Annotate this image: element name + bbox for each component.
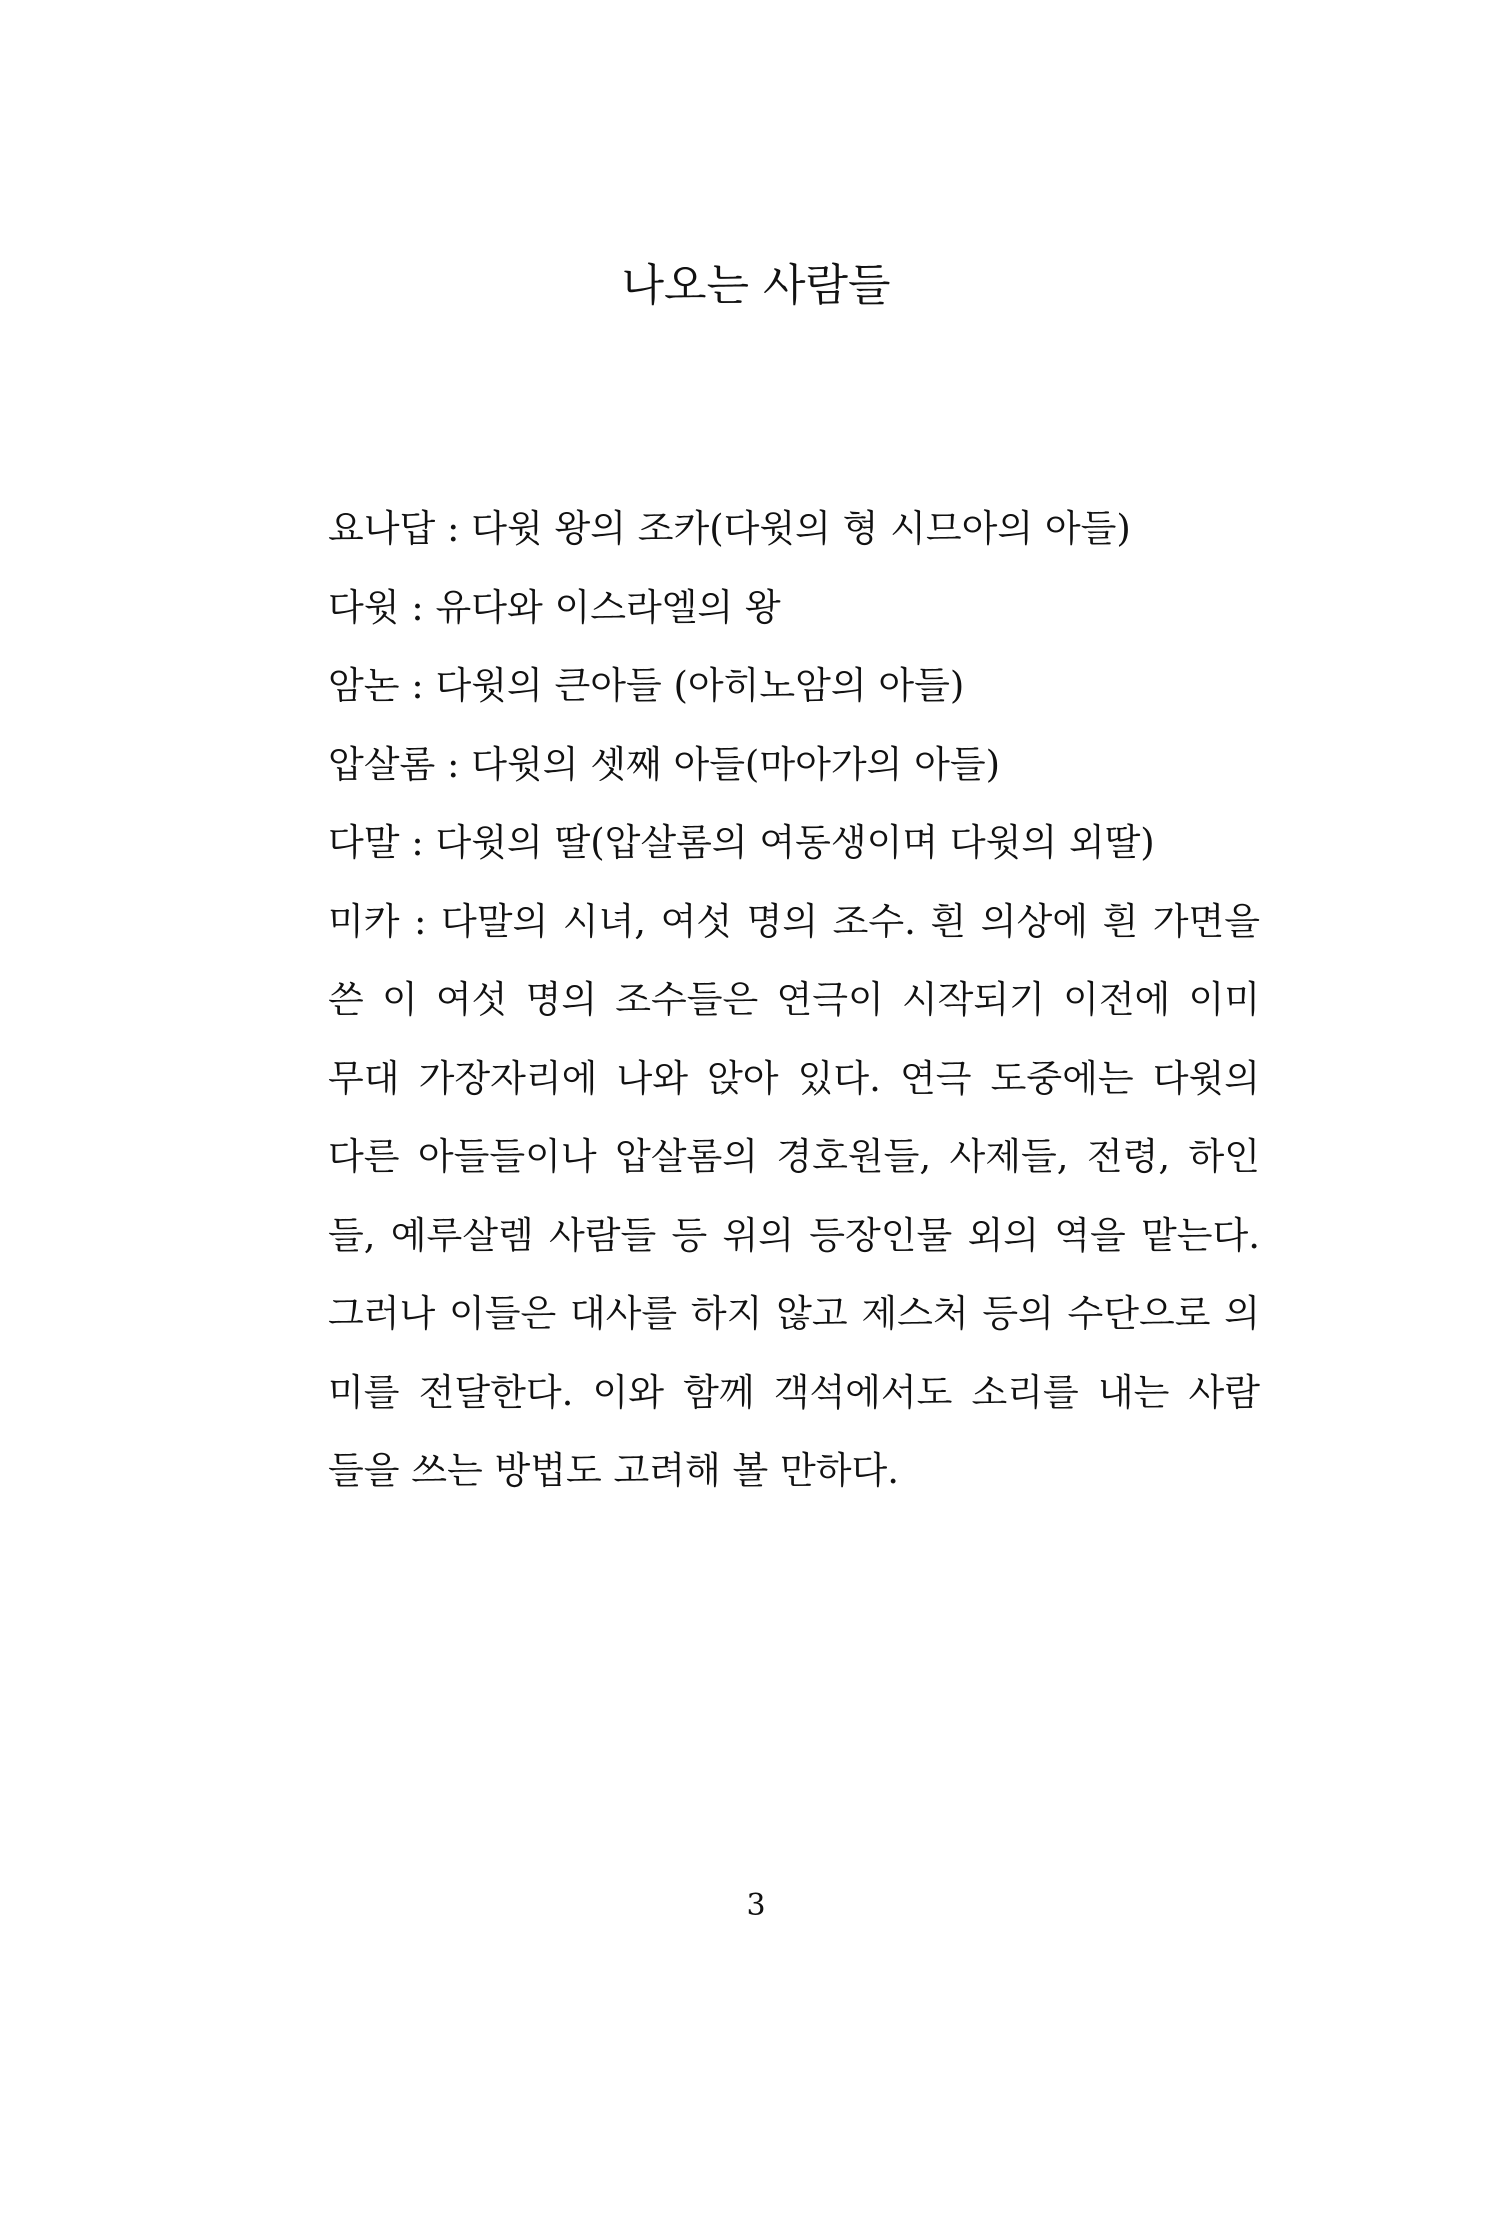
paragraph-line: 다른 아들들이나 압살롬의 경호원들, 사제들, 전령, 하인 (328, 1135, 1260, 1178)
paragraph-line: 그러나 이들은 대사를 하지 않고 제스처 등의 수단으로 의 (328, 1292, 1260, 1335)
page-title: 나오는 사람들 (621, 260, 891, 311)
paragraph-line: 미를 전달한다. 이와 함께 객석에서도 소리를 내는 사람 (328, 1370, 1260, 1414)
page-number: 3 (746, 1888, 766, 1923)
paragraph-line: 미카 : 다말의 시녀, 여섯 명의 조수. 흰 의상에 흰 가면을 (328, 899, 1260, 943)
character-entry: 다윗 : 유다와 이스라엘의 왕 (328, 585, 781, 629)
character-entry: 다말 : 다윗의 딸(압살롬의 여동생이며 다윗의 외딸) (328, 821, 1155, 864)
paragraph-line: 무대 가장자리에 나와 앉아 있다. 연극 도중에는 다윗의 (328, 1056, 1260, 1100)
character-entry: 압살롬 : 다윗의 셋째 아들(마아가의 아들) (328, 742, 1001, 786)
paragraph-line: 쓴 이 여섯 명의 조수들은 연극이 시작되기 이전에 이미 (328, 978, 1260, 1021)
cast-list (328, 490, 1260, 1511)
paragraph-line: 들을 쓰는 방법도 고려해 볼 만하다. (328, 1449, 899, 1492)
paragraph-line: 들, 예루살렘 사람들 등 위의 등장인물 외의 역을 맡는다. (328, 1213, 1260, 1257)
character-entry: 암논 : 다윗의 큰아들 (아히노암의 아들) (328, 664, 965, 707)
character-entry: 요나답 : 다윗 왕의 조카(다윗의 형 시므아의 아들) (328, 507, 1131, 550)
